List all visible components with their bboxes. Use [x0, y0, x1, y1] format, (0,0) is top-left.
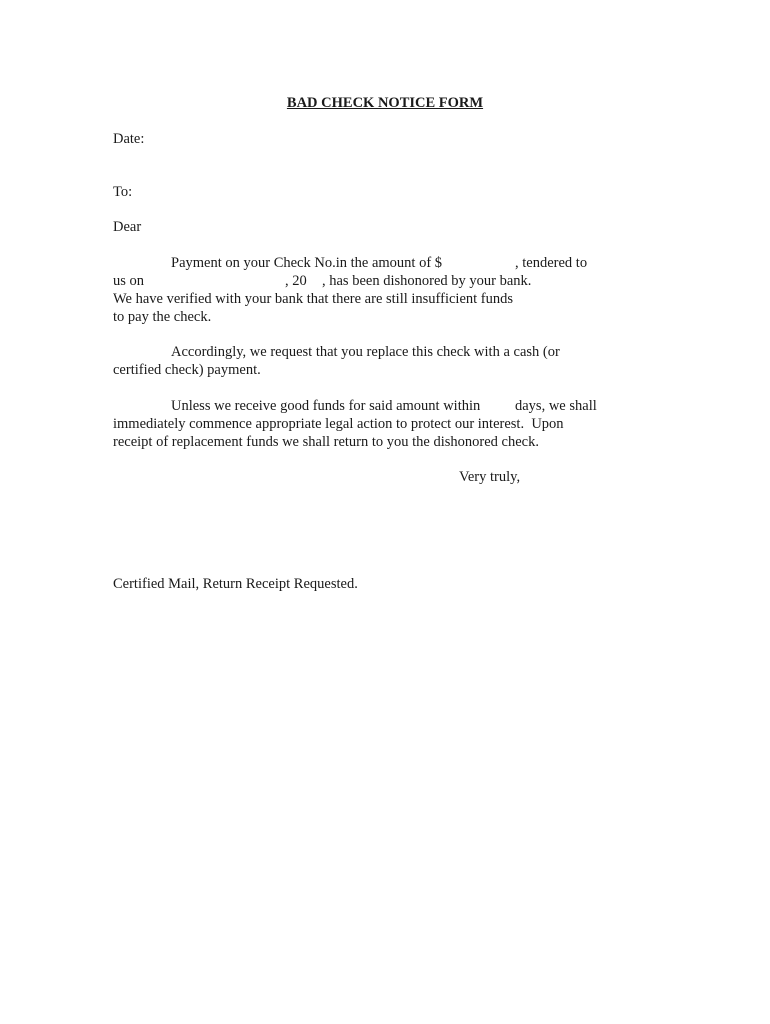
- closing: Very truly,: [459, 469, 521, 485]
- paragraph3-line1-part1: Unless we receive good funds for said amount within: [171, 398, 481, 414]
- paragraph1-line4: to pay the check.: [113, 309, 212, 325]
- paragraph1-line2-part3: , has been dishonored by your bank.: [322, 273, 532, 289]
- salutation: Dear: [113, 219, 142, 235]
- paragraph3-line2: immediately commence appropriate legal action to protect our interest. Upon: [113, 416, 564, 432]
- paragraph1-line2-part2: , 20: [285, 273, 307, 289]
- to-label: To:: [113, 184, 133, 200]
- paragraph1-line1-part2: , tendered to: [515, 255, 588, 271]
- paragraph1-line2-part1: us on: [113, 273, 145, 289]
- paragraph1-line1-part1: Payment on your Check No.in the amount of $: [171, 255, 443, 271]
- date-label: Date:: [113, 131, 145, 147]
- footer-note: Certified Mail, Return Receipt Requested.: [113, 576, 358, 592]
- paragraph3-line1-part2: days, we shall: [515, 398, 597, 414]
- document-title: BAD CHECK NOTICE FORM: [286, 95, 484, 111]
- paragraph3-line3: receipt of replacement funds we shall return to you the dishonored check.: [113, 434, 539, 450]
- paragraph2-line1: Accordingly, we request that you replace this check with a cash (or: [171, 344, 560, 360]
- paragraph1-line3: We have verified with your bank that there are still insufficient funds: [113, 291, 514, 307]
- paragraph2-line2: certified check) payment.: [113, 362, 261, 378]
